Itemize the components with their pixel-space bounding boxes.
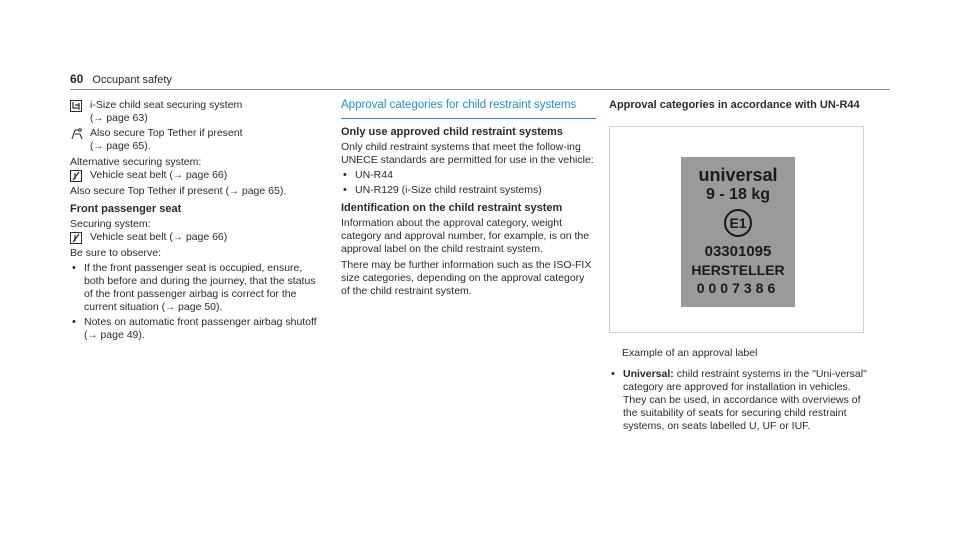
- belt-page-link-1[interactable]: page 66): [185, 169, 228, 181]
- seat-belt-icon: [70, 169, 90, 182]
- belt-text-1: Vehicle seat belt (: [90, 169, 173, 181]
- observe-label: Be sure to observe:: [70, 247, 162, 259]
- approved-systems-paragraph: Only child restraint systems that meet the follow-ing UNECE standards are permitted for use in the vehicle:: [341, 141, 594, 166]
- list-item-text: Notes on automatic front passenger airbag shutoff (: [84, 316, 317, 341]
- isofix-info-paragraph: There may be further information such as the ISO-FIX size categories, depending on the approval category of the child restraint system.: [341, 259, 592, 297]
- isofix-page-link[interactable]: page 63): [106, 112, 148, 124]
- list-item: • UN-R129 (i-Size child restraint systems): [341, 184, 596, 197]
- top-tether-icon: [70, 127, 90, 140]
- list-item: [70, 316, 320, 342]
- list-item: [609, 368, 869, 433]
- page-header: [70, 73, 172, 87]
- isofix-seat-icon: [70, 99, 90, 112]
- belt-text-2: Vehicle seat belt (: [90, 231, 173, 243]
- left-column: [70, 99, 320, 344]
- also-secure-page-link[interactable]: page 65).: [241, 185, 287, 197]
- isofix-text: i-Size child seat securing system: [90, 99, 243, 111]
- heading-approved-systems: Only use approved child restraint systems: [341, 126, 563, 138]
- section-title-approval: Approval categories for child restraint systems: [341, 99, 596, 119]
- universal-list: [609, 368, 869, 433]
- identification-paragraph: Information about the approval category, weight category and approval number, for example, is on the approval label on the child restraint system.: [341, 217, 590, 255]
- figure-caption: Example of an approval label: [622, 347, 758, 359]
- arrow-icon: →: [172, 232, 183, 243]
- belt-row-2: [70, 231, 320, 244]
- universal-description: child restraint systems in the "Uni-versal" category are approved for installation in vehicles. They can be used, in accordance with overviews of the suitability of seats for securing child restraint systems, on seats labelled U, UF or IUF.: [623, 368, 867, 432]
- observe-list: [70, 262, 320, 342]
- front-passenger-heading: Front passenger seat: [70, 203, 182, 215]
- securing-system-label: Securing system:: [70, 218, 151, 230]
- arrow-icon: →: [165, 302, 176, 313]
- approval-label-figure: [609, 126, 864, 333]
- arrow-icon: (→: [90, 141, 104, 152]
- middle-column: [341, 99, 596, 298]
- arrow-icon: →: [228, 186, 239, 197]
- heading-identification: Identification on the child restraint system: [341, 202, 563, 214]
- seat-belt-icon: [70, 231, 90, 244]
- page-number: 60: [70, 72, 84, 86]
- approval-label-image: [681, 157, 795, 307]
- label-serial: 0007386: [696, 280, 780, 296]
- top-tether-row: [70, 127, 320, 153]
- label-manufacturer: HERSTELLER: [691, 262, 785, 278]
- isofix-row: [70, 99, 320, 125]
- section-title-un-r44: Approval categories in accordance with UN-R44: [609, 99, 860, 111]
- section-name: Occupant safety: [92, 74, 172, 86]
- label-weight: 9 - 18 kg: [705, 186, 771, 203]
- belt-row-1: [70, 169, 320, 182]
- list-item-text: If the front passenger seat is occupied, ensure, both before and during the journey, that the status of the front passenger airbag is correct for the current situation (: [84, 262, 316, 313]
- arrow-icon: (→: [90, 113, 104, 124]
- label-approval-mark: E1: [729, 215, 747, 231]
- arrow-icon: →: [87, 330, 98, 341]
- label-approval-number: 03301095: [704, 243, 772, 260]
- arrow-icon: →: [172, 170, 183, 181]
- list-item: [70, 262, 320, 314]
- top-tether-page-link[interactable]: page 65).: [106, 140, 151, 152]
- also-secure-text: [70, 185, 320, 198]
- right-column: [609, 99, 869, 435]
- belt-page-link-2[interactable]: page 66): [185, 231, 228, 243]
- top-tether-text: Also secure Top Tether if present: [90, 127, 243, 139]
- airbag-status-page-link[interactable]: page 50).: [178, 301, 223, 313]
- airbag-shutoff-page-link[interactable]: page 49).: [100, 329, 145, 341]
- standards-list: [341, 169, 596, 197]
- also-secure-label: Also secure Top Tether if present (: [70, 185, 229, 197]
- list-item: • UN-R44: [341, 169, 596, 182]
- alternative-label: Alternative securing system:: [70, 156, 202, 168]
- universal-term: Universal:: [623, 368, 674, 380]
- e-mark-icon: [724, 209, 752, 237]
- label-category: universal: [698, 165, 778, 185]
- header-divider: [70, 89, 890, 90]
